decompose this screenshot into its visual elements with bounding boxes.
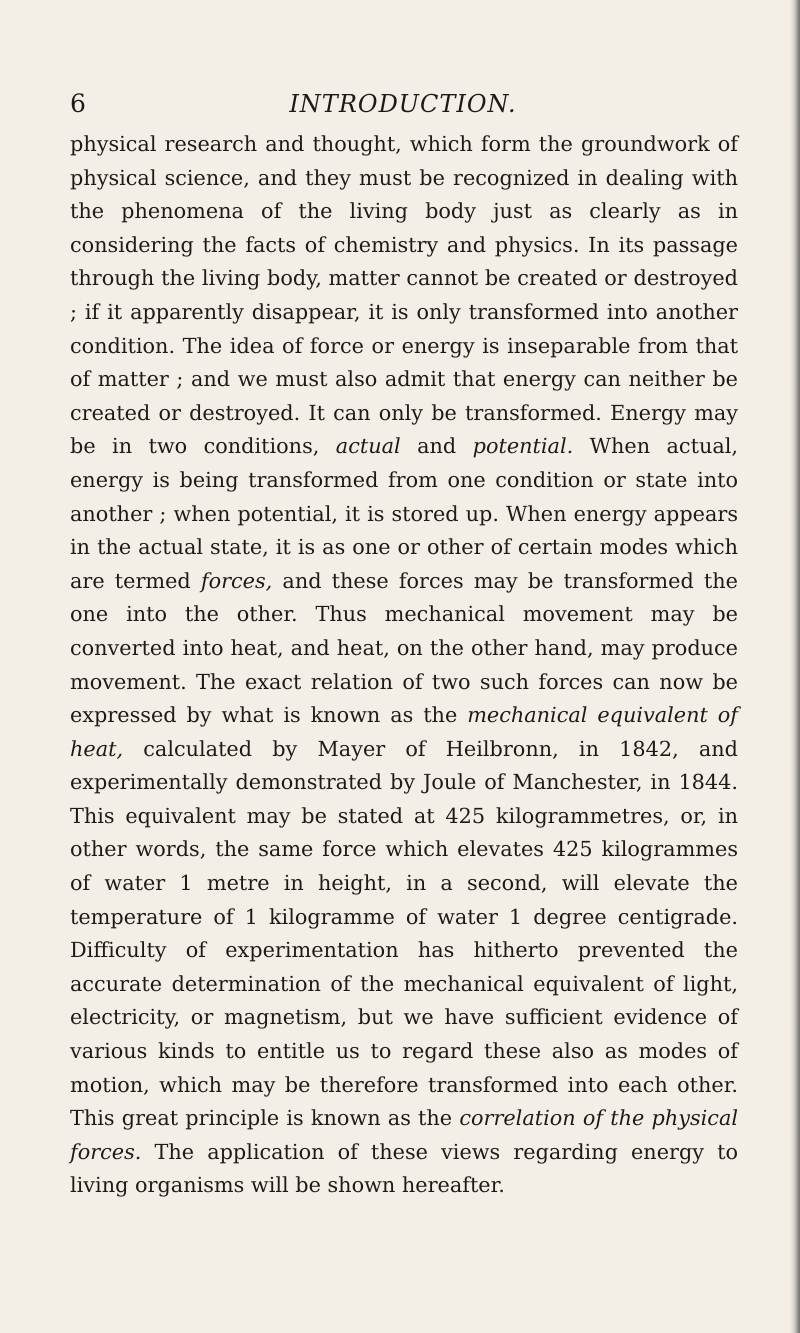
italic-term-correlation: correlation of the physical forces. <box>70 1106 739 1164</box>
body-paragraph <box>70 128 738 1203</box>
page-number: 6 <box>70 89 86 118</box>
italic-term-potential: potential. <box>472 434 574 459</box>
italic-term-forces: forces, <box>200 568 273 593</box>
page-header <box>70 88 736 120</box>
paragraph-text-4: and these forces may be transformed the one into the other. Thus mechanical movement may be converted into heat, and heat, on the other hand, may produce movement. The exact relation of two such forces can now be expressed by what is known as the <box>70 568 738 728</box>
paragraph-text-2: and <box>417 434 457 459</box>
paragraph-text-5: calculated by Mayer of Heilbronn, in 1842, and experimentally demonstrated by Joule of Manchester, in 1844. This equivalent may be stated at 425 kilogrammetres, or, in other words, the same force which elevates 425 kilogrammes of water 1 metre in height, in a second, will elevate the temperature of 1 kilogramme of water 1 degree centigrade. Difficulty of experimentation has hitherto prevented the accurate determination of the mechanical equivalent of light, electricity, or magnetism, but we have sufficient evidence of various kinds to entitle us to regard these also as modes of motion, which may be therefore transformed into each other. This great principle is known as the <box>70 736 738 1131</box>
paragraph-text-3: When actual, energy is being transformed from one condition or state into another ; when potential, it is stored up. When energy appears in the actual state, it is as one or other of certain modes which are termed <box>70 434 738 593</box>
running-head: INTRODUCTION. <box>289 90 517 118</box>
paragraph-text-1: physical research and thought, which form the groundwork of physical science, and they must be recognized in dealing with the phenomena of the living body just as clearly as in considering the facts of chemistry and physics. In its passage through the living body, matter cannot be created or destroyed ; if it apparently disappear, it is only transformed into another condition. The idea of force or energy is inseparable from that of matter ; and we must also admit that energy can neither be created or destroyed. It can only be transformed. Energy may be in two conditions, <box>70 132 738 459</box>
italic-term-mechanical-equivalent: mechanical equivalent of heat, <box>70 703 738 761</box>
italic-term-actual: actual <box>335 434 401 459</box>
paragraph-text-6: The application of these views regarding energy to living organisms will be shown hereafter. <box>70 1139 738 1198</box>
page-edge-shadow <box>790 0 800 1333</box>
